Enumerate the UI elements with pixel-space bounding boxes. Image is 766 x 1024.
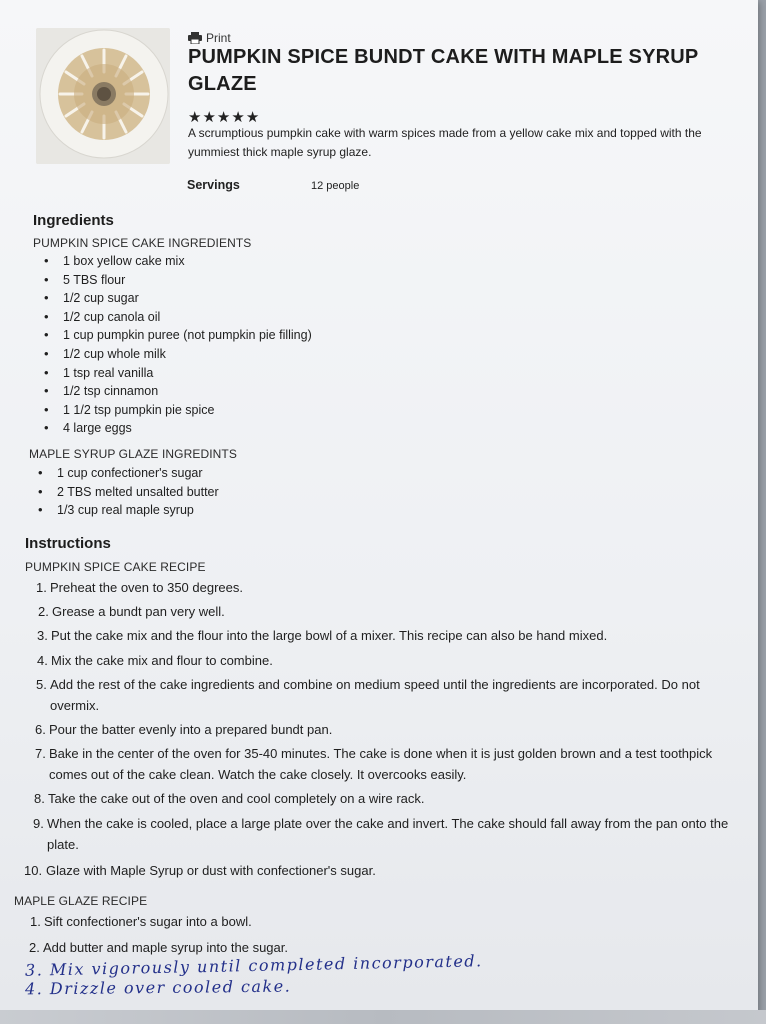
step-text: When the cake is cooled, place a large plate over the cake and invert. The cake should fall away from the pan onto the plate.: [47, 816, 729, 852]
star-icon: ★: [245, 109, 260, 126]
step-item: [38, 601, 728, 622]
step-item: [36, 577, 726, 598]
list-item: • 4 large eggs: [41, 419, 312, 438]
list-item: • 1/2 tsp cinnamon: [41, 382, 312, 401]
bundt-cake-image: [36, 28, 170, 164]
step-item: [37, 625, 727, 646]
step-number: 6.: [35, 722, 46, 737]
step-text: Bake in the center of the oven for 35-40 minutes. The cake is done when it is just golden brown and a test toothpick comes out of the cake clean. Watch the cake closely. It overcooks easily.: [49, 746, 713, 782]
step-item: [35, 743, 725, 785]
handwritten-step: 3. Mix vigorously until completed incorporated.: [24, 951, 483, 980]
step-number: 3.: [37, 628, 48, 643]
list-item: • 1 cup pumpkin puree (not pumpkin pie filling): [41, 326, 312, 345]
step-text: Pour the batter evenly into a prepared bundt pan.: [49, 722, 333, 737]
list-item: • 1/2 cup sugar: [41, 289, 312, 308]
cake-recipe-heading: PUMPKIN SPICE CAKE RECIPE: [25, 560, 206, 574]
step-text: Add butter and maple syrup into the sugar.: [43, 940, 288, 955]
list-item: • 1/3 cup real maple syrup: [35, 501, 219, 520]
printer-icon: [188, 32, 202, 44]
servings-label: Servings: [187, 178, 240, 192]
step-number: 1.: [36, 580, 47, 595]
step-number: 10.: [24, 863, 43, 878]
star-icon: ★: [188, 109, 202, 126]
instructions-heading: Instructions: [25, 535, 111, 552]
print-link[interactable]: [188, 31, 231, 45]
step-item: [33, 813, 733, 855]
step-item: [30, 911, 720, 932]
handwritten-step: 4. Drizzle over cooled cake.: [24, 976, 292, 999]
step-number: 2.: [29, 940, 40, 955]
step-text: Sift confectioner's sugar into a bowl.: [44, 914, 252, 929]
cake-photo: [36, 28, 170, 164]
ingredients-heading: Ingredients: [33, 212, 114, 229]
step-text: Glaze with Maple Syrup or dust with confectioner's sugar.: [46, 863, 376, 878]
step-number: 5.: [36, 677, 47, 692]
recipe-description: A scrumptious pumpkin cake with warm spices made from a yellow cake mix and topped with the yummiest thick maple syrup glaze.: [188, 126, 702, 159]
step-text: Take the cake out of the oven and cool completely on a wire rack.: [48, 791, 425, 806]
glaze-recipe-heading: MAPLE GLAZE RECIPE: [14, 894, 148, 908]
print-label: Print: [206, 31, 231, 45]
step-number: 7.: [35, 746, 46, 761]
list-item: • 1 tsp real vanilla: [41, 364, 312, 383]
step-number: 2.: [38, 604, 49, 619]
step-item: [24, 860, 724, 881]
glaze-ingredients-list: [35, 464, 219, 520]
step-text: Add the rest of the cake ingredients and combine on medium speed until the ingredients are incorporated. Do not overmix.: [50, 677, 700, 713]
glaze-ingredients-heading: MAPLE SYRUP GLAZE INGREDINTS: [29, 447, 237, 461]
star-icon: ★: [202, 109, 216, 126]
step-number: 9.: [33, 816, 44, 831]
recipe-title: PUMPKIN SPICE BUNDT CAKE WITH MAPLE SYRUP GLAZE: [188, 46, 699, 95]
servings-value: 12 people: [311, 180, 360, 192]
step-text: Put the cake mix and the flour into the large bowl of a mixer. This recipe can also be hand mixed.: [51, 628, 608, 643]
step-item: [34, 788, 724, 809]
list-item: • 2 TBS melted unsalted butter: [35, 483, 219, 502]
list-item: • 1 box yellow cake mix: [41, 252, 312, 271]
cake-ingredients-list: [41, 252, 312, 438]
step-item: [36, 674, 742, 716]
step-number: 4.: [37, 653, 48, 668]
list-item: • 1/2 cup whole milk: [41, 345, 312, 364]
star-icon: ★: [231, 109, 245, 126]
step-number: 8.: [34, 791, 45, 806]
list-item: • 5 TBS flour: [41, 271, 312, 290]
list-item: • 1/2 cup canola oil: [41, 308, 312, 327]
list-item: • 1 1/2 tsp pumpkin pie spice: [41, 401, 312, 420]
step-text: Mix the cake mix and flour to combine.: [51, 653, 273, 668]
star-icon: ★: [216, 109, 231, 126]
step-item: [35, 719, 725, 740]
step-text: Grease a bundt pan very well.: [52, 604, 225, 619]
cake-ingredients-heading: PUMPKIN SPICE CAKE INGREDIENTS: [33, 236, 252, 250]
table-surface: [0, 1010, 766, 1024]
step-item: [37, 650, 727, 671]
list-item: • 1 cup confectioner's sugar: [35, 464, 219, 483]
step-number: 1.: [30, 914, 41, 929]
step-text: Preheat the oven to 350 degrees.: [50, 580, 243, 595]
